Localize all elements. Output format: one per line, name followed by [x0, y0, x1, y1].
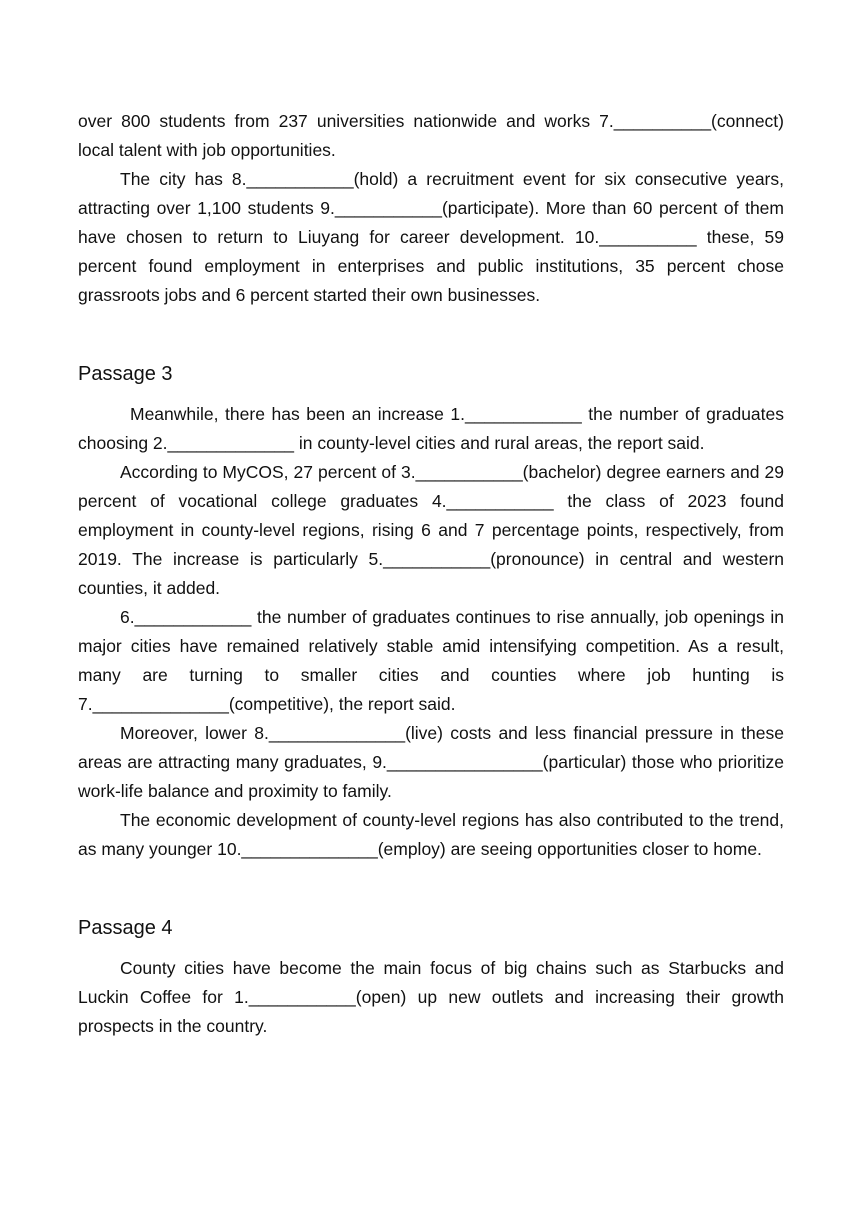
passage-4	[78, 914, 784, 1041]
passage-3	[78, 360, 784, 864]
paragraph: over 800 students from 237 universities nationwide and works 7.__________(connect) local talent with job opportunities.	[78, 111, 784, 160]
paragraph: Meanwhile, there has been an increase 1.____________ the number of graduates choosing 2._____________ in county-level cities and rural areas, the report said.	[78, 404, 784, 453]
paragraph: Moreover, lower 8.______________(live) costs and less financial pressure in these areas are attracting many graduates, 9.________________(particular) those who prioritize work-life balance and proximity to family.	[78, 723, 784, 801]
passage-2-continued	[78, 107, 784, 310]
paragraph: 6.____________ the number of graduates continues to rise annually, job openings in major cities have remained relatively stable amid intensifying competition. As a result, many are turning to smaller cities and counties where job hunting is 7.______________(competitive), the report said.	[78, 607, 784, 714]
paragraph: The city has 8.___________(hold) a recruitment event for six consecutive years, attracting over 1,100 students 9.___________(participate). More than 60 percent of them have chosen to return to Liuyang for career development. 10.__________ these, 59 percent found employment in enterprises and public institutions, 35 percent chose grassroots jobs and 6 percent started their own businesses.	[78, 169, 784, 305]
paragraph: According to MyCOS, 27 percent of 3.___________(bachelor) degree earners and 29 percent of vocational college graduates 4.___________ the class of 2023 found employment in county-level regions, rising 6 and 7 percentage points, respectively, from 2019. The increase is particularly 5.___________(pronounce) in central and western counties, it added.	[78, 462, 784, 598]
passage-heading: Passage 3	[78, 363, 173, 385]
paragraph: County cities have become the main focus of big chains such as Starbucks and Luckin Coffee for 1.___________(open) up new outlets and increasing their growth prospects in the country.	[78, 958, 784, 1036]
document-page	[78, 107, 784, 1041]
passage-heading: Passage 4	[78, 917, 173, 939]
paragraph: The economic development of county-level regions has also contributed to the trend, as many younger 10.______________(employ) are seeing opportunities closer to home.	[78, 810, 784, 859]
